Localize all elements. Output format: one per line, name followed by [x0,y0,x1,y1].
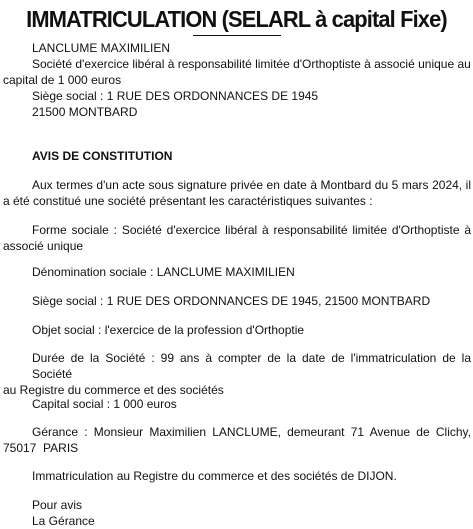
intro-paragraph [3,177,471,209]
company-address: Siège social : 1 RUE DES ORDONNANCES DE 1945 [32,89,319,103]
immatriculation-paragraph [3,468,471,484]
duree-line-1: Durée de la Société : 99 ans à compter de la date de l'immatriculation de la Société [32,351,471,381]
forme-line-1: Forme sociale : Société d'exercice libéral à responsabilité limitée d'Orthoptiste à [32,223,471,237]
company-city: 21500 MONTBARD [32,105,138,119]
company-capital: capital de 1 000 euros [3,73,122,87]
company-description: Société d'exercice libéral à responsabilité limitée d'Orthoptiste à associé unique au [32,57,471,71]
denomination-line: Dénomination sociale : LANCLUME MAXIMILIEN [32,265,295,279]
intro-line-2: a été constitué une société présentant les caractéristiques suivantes : [3,194,373,208]
closing-line-1: Pour avis [32,498,83,512]
gerance-line-2: 75017 PARIS [3,441,79,455]
page-title: IMMATRICULATION (SELARL à capital Fixe) [26,6,447,32]
company-name: LANCLUME MAXIMILIEN [32,41,171,55]
intro-line-1: Aux termes d'un acte sous signature privée en date à Montbard du 5 mars 2024, il [32,178,471,192]
title-underline [193,35,281,36]
forme-line-2: associé unique [3,239,84,253]
objet-line: Objet social : l'exercice de la profession d'Orthoptie [32,323,305,337]
section-heading: AVIS DE CONSTITUTION [32,149,173,163]
closing-block [3,497,471,529]
capital-line: Capital social : 1 000 euros [32,397,177,411]
section-heading-block [3,148,471,164]
duree-paragraph [3,350,471,398]
capital-paragraph [3,396,471,412]
gerance-line-1: Gérance : Monsieur Maximilien LANCLUME, demeurant 71 Avenue de Clichy, [32,425,471,439]
closing-signature: La Gérance [32,514,95,528]
immatriculation-line: Immatriculation au Registre du commerce et des sociétés de DIJON. [32,469,397,483]
duree-line-2: au Registre du commerce et des sociétés [3,383,224,397]
forme-paragraph [3,222,471,254]
gerance-paragraph [3,424,471,456]
siege-paragraph [3,293,471,309]
siege-line: Siège social : 1 RUE DES ORDONNANCES DE 1945, 21500 MONTBARD [32,294,431,308]
objet-paragraph [3,322,471,338]
denomination-paragraph [3,264,471,280]
company-header [3,40,471,120]
